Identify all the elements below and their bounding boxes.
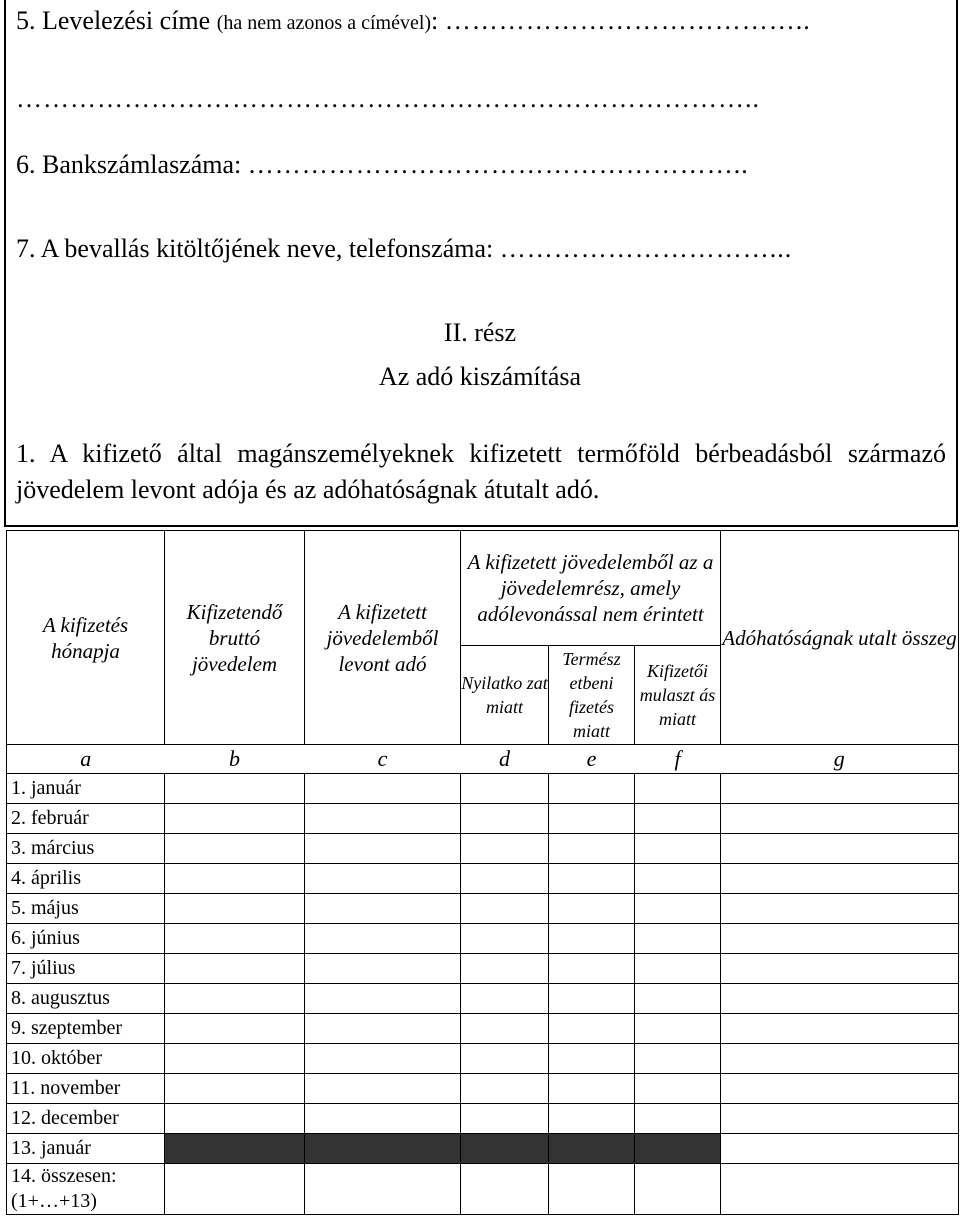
payer-default-cell bbox=[635, 1134, 721, 1164]
in-kind-cell[interactable] bbox=[549, 774, 635, 804]
transferred-amount-cell[interactable] bbox=[721, 1014, 959, 1044]
withheld-tax-cell[interactable] bbox=[305, 924, 461, 954]
gross-income-cell bbox=[165, 1134, 305, 1164]
transferred-amount-cell[interactable] bbox=[721, 804, 959, 834]
month-label: 2. február bbox=[7, 804, 165, 834]
month-label: 11. november bbox=[7, 1074, 165, 1104]
withheld-tax-cell[interactable] bbox=[305, 894, 461, 924]
withheld-tax-cell bbox=[305, 1134, 461, 1164]
in-kind-cell[interactable] bbox=[549, 1104, 635, 1134]
in-kind-cell[interactable] bbox=[549, 804, 635, 834]
header-transferred-amount: Adóhatóságnak utalt összeg bbox=[721, 531, 959, 745]
withheld-tax-cell[interactable] bbox=[305, 834, 461, 864]
withheld-tax-cell[interactable] bbox=[305, 804, 461, 834]
in-kind-cell[interactable] bbox=[549, 1044, 635, 1074]
payer-default-cell[interactable] bbox=[635, 1014, 721, 1044]
header-month: A kifizetés hónapja bbox=[7, 531, 165, 745]
payer-default-cell[interactable] bbox=[635, 834, 721, 864]
gross-income-cell[interactable] bbox=[165, 954, 305, 984]
gross-income-cell[interactable] bbox=[165, 774, 305, 804]
month-label: 9. szeptember bbox=[7, 1014, 165, 1044]
withheld-tax-cell[interactable] bbox=[305, 1014, 461, 1044]
header-declaration: Nyilatko zat miatt bbox=[461, 646, 549, 745]
mailing-address-note: (ha nem azonos a címével) bbox=[216, 12, 432, 34]
declaration-cell[interactable] bbox=[461, 1014, 549, 1044]
payer-default-cell[interactable] bbox=[635, 774, 721, 804]
gross-income-cell[interactable] bbox=[165, 1104, 305, 1134]
column-letter: a bbox=[7, 745, 165, 774]
mailing-address-field-2[interactable]: ……………………………………………………………………….. bbox=[16, 84, 760, 113]
month-label: 13. január bbox=[7, 1134, 165, 1164]
bank-account-line bbox=[16, 150, 749, 180]
payer-default-cell[interactable] bbox=[635, 984, 721, 1014]
gross-income-cell[interactable] bbox=[165, 984, 305, 1014]
total-in-kind-cell[interactable] bbox=[549, 1164, 635, 1215]
column-letter: f bbox=[635, 745, 721, 774]
transferred-amount-cell[interactable] bbox=[721, 894, 959, 924]
withheld-tax-cell[interactable] bbox=[305, 954, 461, 984]
transferred-amount-cell[interactable] bbox=[721, 1044, 959, 1074]
total-withheld-tax-cell[interactable] bbox=[305, 1164, 461, 1215]
transferred-amount-cell[interactable] bbox=[721, 984, 959, 1014]
declaration-cell bbox=[461, 1134, 549, 1164]
column-letter: g bbox=[721, 745, 959, 774]
withheld-tax-cell[interactable] bbox=[305, 984, 461, 1014]
header-in-kind-payment: Termész etbeni fizetés miatt bbox=[549, 646, 635, 745]
payer-default-cell[interactable] bbox=[635, 954, 721, 984]
part-subtitle: Az adó kiszámítása bbox=[378, 362, 582, 391]
month-label: 6. június bbox=[7, 924, 165, 954]
month-label: 7. július bbox=[7, 954, 165, 984]
table-row bbox=[7, 804, 959, 834]
header-withheld-tax: A kifizetett jövedelemből levont adó bbox=[305, 531, 461, 745]
bank-account-label: 6. Bankszámlaszáma: bbox=[16, 150, 248, 179]
declaration-cell[interactable] bbox=[461, 984, 549, 1014]
withheld-tax-cell[interactable] bbox=[305, 774, 461, 804]
table-row bbox=[7, 984, 959, 1014]
declaration-cell[interactable] bbox=[461, 894, 549, 924]
filler-name-field[interactable]: …………………………... bbox=[499, 234, 793, 263]
transferred-amount-cell[interactable] bbox=[721, 1134, 959, 1164]
gross-income-cell[interactable] bbox=[165, 864, 305, 894]
month-label: 10. október bbox=[7, 1044, 165, 1074]
payer-default-cell[interactable] bbox=[635, 924, 721, 954]
table-row bbox=[7, 1104, 959, 1134]
month-label: 1. január bbox=[7, 774, 165, 804]
total-declaration-cell[interactable] bbox=[461, 1164, 549, 1215]
gross-income-cell[interactable] bbox=[165, 834, 305, 864]
bank-account-field[interactable]: ……………………………………………….. bbox=[247, 150, 749, 179]
withheld-tax-cell[interactable] bbox=[305, 1074, 461, 1104]
transferred-amount-cell[interactable] bbox=[721, 1074, 959, 1104]
gross-income-cell[interactable] bbox=[165, 1044, 305, 1074]
column-letter: c bbox=[305, 745, 461, 774]
header-gross-income: Kifizetendő bruttó jövedelem bbox=[165, 531, 305, 745]
month-label: 12. december bbox=[7, 1104, 165, 1134]
table-row bbox=[7, 834, 959, 864]
declaration-cell[interactable] bbox=[461, 954, 549, 984]
declaration-cell[interactable] bbox=[461, 1104, 549, 1134]
in-kind-cell[interactable] bbox=[549, 834, 635, 864]
payer-default-cell[interactable] bbox=[635, 804, 721, 834]
transferred-amount-cell[interactable] bbox=[721, 834, 959, 864]
table-row bbox=[7, 894, 959, 924]
column-letter: e bbox=[549, 745, 635, 774]
month-label: 3. március bbox=[7, 834, 165, 864]
month-label: 5. május bbox=[7, 894, 165, 924]
mailing-address-label: 5. Levelezési címe bbox=[16, 6, 217, 35]
filler-name-line bbox=[16, 234, 792, 264]
table-row-total bbox=[7, 1164, 959, 1215]
part-title: II. rész bbox=[443, 318, 517, 347]
mailing-address-colon: : bbox=[431, 6, 445, 35]
transferred-amount-cell[interactable] bbox=[721, 954, 959, 984]
in-kind-cell[interactable] bbox=[549, 894, 635, 924]
table-row bbox=[7, 864, 959, 894]
table-row bbox=[7, 1044, 959, 1074]
filler-name-label: 7. A bevallás kitöltőjének neve, telefonszáma: bbox=[16, 234, 500, 263]
gross-income-cell[interactable] bbox=[165, 1014, 305, 1044]
mailing-address-field[interactable]: ………………………………….. bbox=[444, 6, 811, 35]
declaration-cell[interactable] bbox=[461, 1074, 549, 1104]
transferred-amount-cell[interactable] bbox=[721, 924, 959, 954]
tax-calculation-table bbox=[6, 530, 959, 1215]
declaration-cell[interactable] bbox=[461, 804, 549, 834]
withheld-tax-cell[interactable] bbox=[305, 1044, 461, 1074]
month-label: 4. április bbox=[7, 864, 165, 894]
table-row bbox=[7, 924, 959, 954]
mailing-address-continuation[interactable] bbox=[16, 84, 760, 114]
in-kind-cell[interactable] bbox=[549, 954, 635, 984]
gross-income-cell[interactable] bbox=[165, 1074, 305, 1104]
declaration-cell[interactable] bbox=[461, 834, 549, 864]
in-kind-cell[interactable] bbox=[549, 1074, 635, 1104]
table-row bbox=[7, 774, 959, 804]
gross-income-cell[interactable] bbox=[165, 894, 305, 924]
in-kind-cell[interactable] bbox=[549, 1014, 635, 1044]
payer-default-cell[interactable] bbox=[635, 864, 721, 894]
column-letter: d bbox=[461, 745, 549, 774]
transferred-amount-cell[interactable] bbox=[721, 774, 959, 804]
section-paragraph: 1. A kifizető által magánszemélyeknek kifizetett termőföld bérbeadásból származó jövedelem levont adója és az adóhatóságnak átutalt adó. bbox=[16, 439, 946, 504]
withheld-tax-cell[interactable] bbox=[305, 1104, 461, 1134]
declaration-cell[interactable] bbox=[461, 1044, 549, 1074]
column-letter: b bbox=[165, 745, 305, 774]
table-row bbox=[7, 954, 959, 984]
total-transferred-amount-cell[interactable] bbox=[721, 1164, 959, 1215]
total-payer-default-cell[interactable] bbox=[635, 1164, 721, 1215]
table-row bbox=[7, 1014, 959, 1044]
total-gross-income-cell[interactable] bbox=[165, 1164, 305, 1215]
mailing-address-line bbox=[16, 6, 811, 36]
header-payer-default: Kifizetői mulaszt ás miatt bbox=[635, 646, 721, 745]
table-row bbox=[7, 1134, 959, 1164]
table-row bbox=[7, 1074, 959, 1104]
in-kind-cell[interactable] bbox=[549, 864, 635, 894]
withheld-tax-cell[interactable] bbox=[305, 864, 461, 894]
header-untaxed-portion: A kifizetett jövedelemből az a jövedelemrész, amely adólevonással nem érintett bbox=[461, 531, 721, 646]
month-label: 8. augusztus bbox=[7, 984, 165, 1014]
total-label: 14. összesen: (1+…+13) bbox=[7, 1164, 165, 1215]
declaration-cell[interactable] bbox=[461, 924, 549, 954]
transferred-amount-cell[interactable] bbox=[721, 864, 959, 894]
declaration-cell[interactable] bbox=[461, 774, 549, 804]
declaration-cell[interactable] bbox=[461, 864, 549, 894]
transferred-amount-cell[interactable] bbox=[721, 1104, 959, 1134]
in-kind-cell[interactable] bbox=[549, 984, 635, 1014]
gross-income-cell[interactable] bbox=[165, 924, 305, 954]
gross-income-cell[interactable] bbox=[165, 804, 305, 834]
in-kind-cell bbox=[549, 1134, 635, 1164]
payer-default-cell[interactable] bbox=[635, 894, 721, 924]
payer-default-cell[interactable] bbox=[635, 1074, 721, 1104]
payer-default-cell[interactable] bbox=[635, 1104, 721, 1134]
payer-default-cell[interactable] bbox=[635, 1044, 721, 1074]
in-kind-cell[interactable] bbox=[549, 924, 635, 954]
